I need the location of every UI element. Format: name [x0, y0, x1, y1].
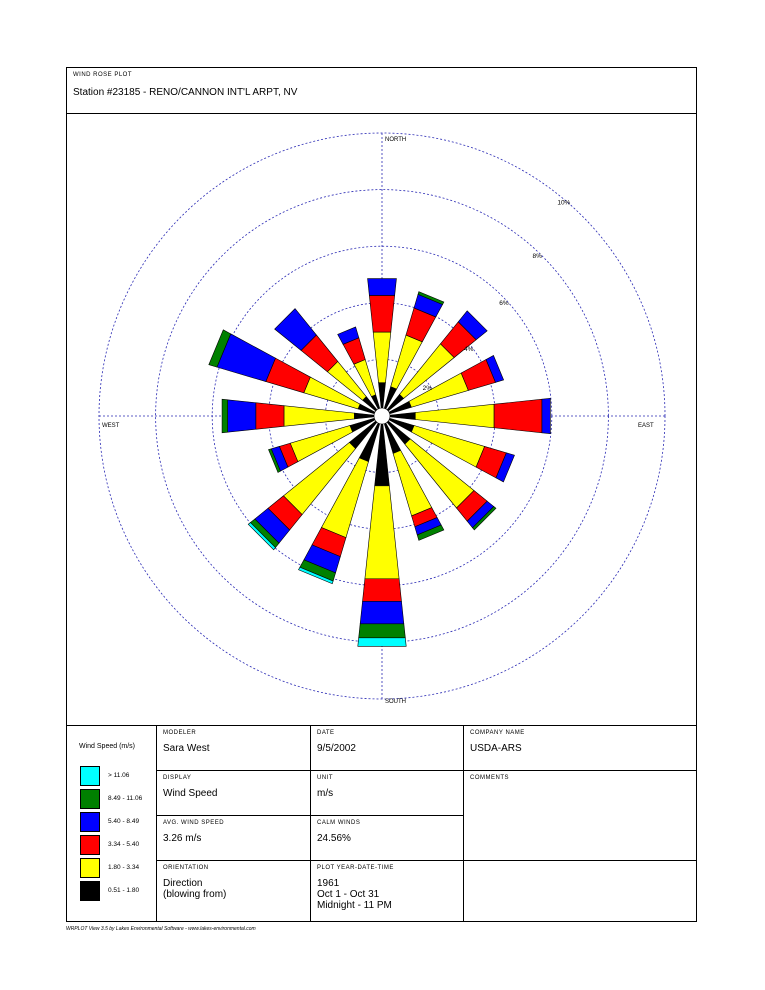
- calm-winds-value: 24.56%: [317, 833, 351, 844]
- petal-S-bin-1: [365, 486, 399, 579]
- unit-cell: [310, 770, 464, 816]
- display-label: DISPLAY: [163, 775, 192, 781]
- petal-E-bin-0: [390, 413, 415, 420]
- calm-winds-cell: [310, 815, 464, 861]
- petal-E-bin-2: [494, 399, 542, 433]
- blank-cell: [463, 860, 696, 922]
- avg-speed-cell: [156, 815, 311, 861]
- petal-S-bin-5: [358, 638, 406, 646]
- legend-swatch: [80, 766, 100, 786]
- legend-swatch: [80, 789, 100, 809]
- legend-swatch: [80, 858, 100, 878]
- plot-type-label: WIND ROSE PLOT: [73, 72, 133, 78]
- compass-east: EAST: [638, 423, 654, 429]
- company-label: COMPANY NAME: [470, 730, 525, 736]
- legend-panel: [67, 726, 157, 922]
- legend-label: 3.34 - 5.40: [108, 841, 140, 848]
- petal-N-bin-3: [368, 279, 397, 296]
- software-footer: WRPLOT View 3.5 by Lakes Environmental Software - www.lakes-environmental.com: [66, 926, 256, 932]
- date-value: 9/5/2002: [317, 743, 356, 754]
- legend-swatch: [80, 835, 100, 855]
- calm-winds-label: CALM WINDS: [317, 820, 361, 826]
- wind-rose-chart: [67, 113, 696, 725]
- legend-label: 8.49 - 11.06: [108, 795, 143, 802]
- plot-frame: [66, 67, 697, 922]
- orientation-label: ORIENTATION: [163, 865, 209, 871]
- company-cell: [463, 725, 696, 771]
- orientation-cell: [156, 860, 311, 922]
- unit-label: UNIT: [317, 775, 333, 781]
- ring-label-2: 2%: [422, 385, 433, 393]
- modeler-value: Sara West: [163, 743, 210, 754]
- petal-W-bin-0: [354, 413, 374, 419]
- ring-label-8: 8%: [532, 253, 542, 261]
- modeler-cell: [156, 725, 311, 771]
- compass-south: SOUTH: [385, 699, 406, 705]
- legend-label: 0.51 - 1.80: [108, 887, 140, 894]
- petal-N-bin-0: [379, 383, 386, 408]
- petal-W-bin-2: [256, 403, 284, 430]
- legend-label: 5.40 - 8.49: [108, 818, 140, 825]
- petal-W-bin-3: [228, 400, 256, 432]
- petal-E-bin-3: [542, 398, 550, 433]
- petal-S-bin-3: [360, 601, 404, 624]
- avg-speed-label: AVG. WIND SPEED: [163, 820, 225, 826]
- display-value: Wind Speed: [163, 788, 218, 799]
- legend-swatch: [80, 812, 100, 832]
- petal-S-bin-4: [359, 624, 406, 638]
- petal-E-bin-1: [415, 404, 494, 428]
- petal-S-bin-2: [363, 579, 402, 602]
- compass-north: NORTH: [385, 137, 407, 143]
- avg-speed-value: 3.26 m/s: [163, 833, 202, 844]
- petal-W-bin-4: [222, 399, 228, 433]
- modeler-label: MODELER: [163, 730, 197, 736]
- legend-swatch: [80, 881, 100, 901]
- ring-label-6: 6%: [499, 299, 509, 307]
- date-cell: [310, 725, 464, 771]
- display-cell: [156, 770, 311, 816]
- petal-N-bin-2: [369, 295, 394, 332]
- info-panel: [67, 725, 696, 922]
- calm-circle: [374, 408, 390, 424]
- plot-header: [67, 68, 696, 114]
- station-title: Station #23185 - RENO/CANNON INT'L ARPT, NV: [73, 87, 298, 98]
- plot-time-value: 1961 Oct 1 - Oct 31 Midnight - 11 PM: [317, 878, 392, 911]
- ring-label-10: 10%: [557, 199, 571, 207]
- ring-label-4: 4%: [464, 345, 474, 353]
- company-value: USDA-ARS: [470, 743, 522, 754]
- plot-time-label: PLOT YEAR-DATE-TIME: [317, 865, 394, 871]
- comments-cell: [463, 770, 696, 861]
- petal-W-bin-1: [284, 406, 354, 427]
- orientation-value: Direction (blowing from): [163, 878, 227, 900]
- legend-label: 1.80 - 3.34: [108, 864, 140, 871]
- unit-value: m/s: [317, 788, 334, 799]
- legend-label: > 11.06: [108, 772, 130, 779]
- comments-label: COMMENTS: [470, 775, 509, 781]
- petals-group: [209, 279, 551, 647]
- legend-title: Wind Speed (m/s): [79, 743, 136, 750]
- petal-N-bin-1: [373, 332, 391, 383]
- compass-west: WEST: [102, 423, 120, 429]
- plot-time-cell: [310, 860, 464, 922]
- date-label: DATE: [317, 730, 335, 736]
